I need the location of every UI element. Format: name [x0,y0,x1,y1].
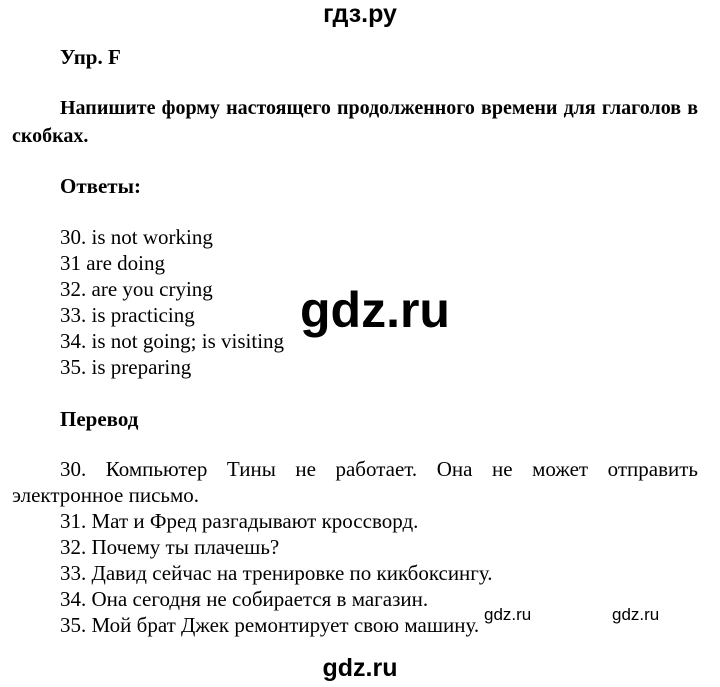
translation-block [12,456,698,638]
translation-item: 32. Почему ты плачешь? [60,535,280,559]
translation-item: 35. Мой брат Джек ремонтирует свою машину. [60,613,480,637]
answers-list [60,224,284,380]
answer-item: 33. is practicing [60,303,195,327]
watermark-small: gdz.ru [612,605,660,624]
translation-heading: Перевод [60,407,139,431]
answer-item: 31 are doing [60,251,165,275]
answer-item: 30. is not working [60,225,213,249]
watermark-small: gdz.ru [484,605,532,624]
answer-item: 34. is not going; is visiting [60,329,285,353]
answer-item: 32. are you crying [60,277,213,301]
translation-item: 31. Мат и Фред разгадывают кроссворд. [60,509,419,533]
exercise-title: Упр. F [60,45,121,69]
answers-heading: Ответы: [60,174,142,198]
translation-item: 33. Давид сейчас на тренировке по кикбоксингу. [60,561,493,585]
answer-item: 35. is preparing [60,355,192,379]
translation-item: 34. Она сегодня не собирается в магазин. [60,587,429,611]
watermark-center: gdz.ru [300,282,450,338]
translation-item: 30. Компьютер Тины не работает. Она не может отправить электронное письмо. [12,457,698,507]
site-header: гдз.ру [323,0,397,28]
watermark-footer: gdz.ru [322,654,398,682]
exercise-instruction: Напишите форму настоящего продолженного времени для глаголов в скобках. [12,97,698,147]
